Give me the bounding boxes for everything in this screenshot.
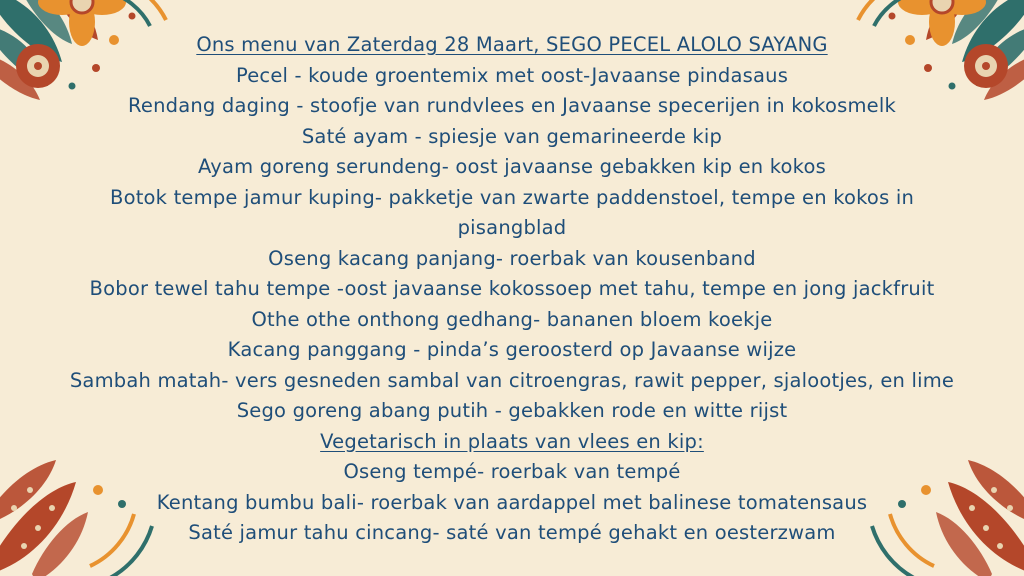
- menu-item-line: Bobor tewel tahu tempe -oost javaanse kokossoep met tahu, tempe en jong jackfruit: [89, 277, 935, 300]
- menu-item-line: Pecel - koude groentemix met oost-Javaanse pindasaus: [235, 63, 789, 87]
- menu-item-line: Saté jamur tahu cincang- saté van tempé gehakt en oesterzwam: [188, 521, 836, 544]
- menu-section-heading: Vegetarisch in plaats van vlees en kip:: [320, 429, 704, 453]
- menu-item-line: Oseng kacang panjang- roerbak van kousenband: [268, 246, 756, 270]
- menu-item-line: Rendang daging - stoofje van rundvlees en Javaanse specerijen in kokosmelk: [128, 94, 896, 117]
- menu-item-line: Kentang bumbu bali- roerbak van aardappel met balinese tomatensaus: [156, 490, 868, 514]
- menu-item-line: Kacang panggang - pinda’s geroosterd op Javaanse wijze: [227, 338, 797, 361]
- menu-item-line: Saté ayam - spiesje van gemarineerde kip: [301, 124, 723, 148]
- menu-title: Ons menu van Zaterdag 28 Maart, SEGO PECEL ALOLO SAYANG: [196, 33, 828, 56]
- menu-item-line: Botok tempe jamur kuping- pakketje van zwarte paddenstoel, tempe en kokos in pisangblad: [110, 185, 914, 239]
- menu-item-line: Oseng tempé- roerbak van tempé: [343, 460, 681, 483]
- menu-text-block: [0, 30, 1024, 549]
- menu-item-line: Sambah matah- vers gesneden sambal van citroengras, rawit pepper, sjalootjes, en lime: [69, 368, 955, 392]
- menu-item-line: Ayam goreng serundeng- oost javaanse gebakken kip en kokos: [198, 155, 826, 178]
- menu-item-line: Sego goreng abang putih - gebakken rode en witte rijst: [236, 399, 788, 422]
- menu-item-line: Othe othe onthong gedhang- bananen bloem koekje: [251, 307, 773, 331]
